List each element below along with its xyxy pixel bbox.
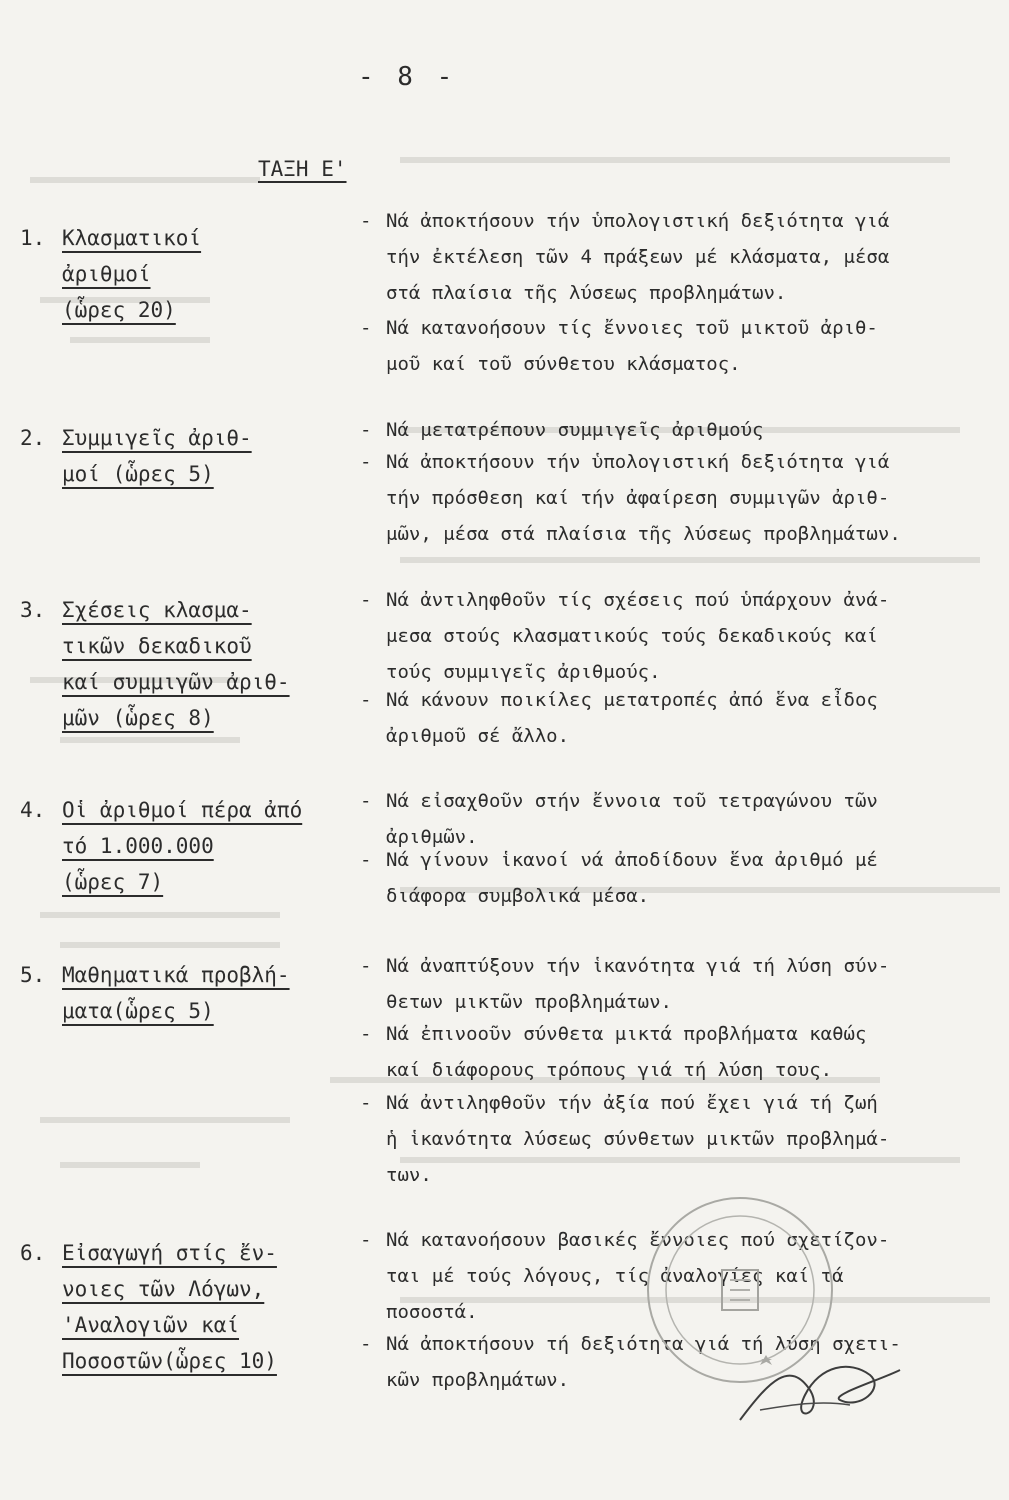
objective-text: Νά ἀντιληφθοῦν τίς σχέσεις πού ὑπάρχουν ἀνά- μεσα στούς κλασματικούς τούς δεκαδικούς καί τούς συμμιγεῖς ἀριθμούς.	[386, 589, 890, 683]
topic-text: Μαθηματικά προβλή- ματα(ὧρες 5)	[62, 963, 290, 1023]
objective-item	[360, 682, 1000, 754]
topic-item	[20, 592, 320, 736]
topic-number: 5.	[20, 963, 46, 987]
objective-text: Νά κάνουν ποικίλες μετατροπές ἀπό ἕνα εἶδος ἀριθμοῦ σέ ἄλλο.	[386, 689, 878, 747]
objective-dash: -	[360, 1092, 372, 1114]
objective-dash: -	[360, 790, 372, 812]
objective-item	[360, 412, 1000, 448]
objective-item	[360, 1085, 1000, 1193]
objective-text: Νά ἀποκτήσουν τή δεξιότητα γιά τή λύση σχετι- κῶν προβλημάτων.	[386, 1333, 901, 1391]
objective-text: Νά μετατρέπουν συμμιγεῖς ἀριθμούς	[386, 419, 764, 441]
topic-number: 3.	[20, 598, 46, 622]
topic-item	[20, 420, 320, 492]
topic-item	[20, 220, 320, 328]
objective-item	[360, 444, 1000, 552]
objective-item	[360, 1016, 1000, 1088]
topic-number: 4.	[20, 798, 46, 822]
objective-dash: -	[360, 589, 372, 611]
topic-item	[20, 792, 320, 900]
objective-dash: -	[360, 210, 372, 232]
objective-item	[360, 842, 1000, 914]
objective-dash: -	[360, 317, 372, 339]
objective-text: Νά ἀναπτύξουν τήν ἱκανότητα γιά τή λύση σύν- θετων μικτῶν προβλημάτων.	[386, 955, 890, 1013]
topic-number: 2.	[20, 426, 46, 450]
objective-dash: -	[360, 1229, 372, 1251]
objective-text: Νά εἰσαχθοῦν στήν ἔννοια τοῦ τετραγώνου τῶν ἀριθμῶν.	[386, 790, 878, 848]
objective-text: Νά ἀποκτήσουν τήν ὑπολογιστική δεξιότητα γιά τήν πρόσθεση καί τήν ἀφαίρεση συμμιγῶν ἀριθ- μῶν, μέσα στά πλαίσια τῆς λύσεως προβλημάτων.	[386, 451, 901, 545]
topic-text: Οἱ ἀριθμοί πέρα ἀπό τό 1.000.000 (ὧρες 7)	[62, 798, 303, 894]
objective-dash: -	[360, 689, 372, 711]
objective-text: Νά γίνουν ἱκανοί νά ἀποδίδουν ἕνα ἀριθμό μέ διάφορα συμβολικά μέσα.	[386, 849, 878, 907]
topic-item	[20, 957, 320, 1029]
topic-text: Εἰσαγωγή στίς ἔν- νοιες τῶν Λόγων, 'Αναλογιῶν καί Ποσοστῶν(ὧρες 10)	[62, 1241, 277, 1373]
objective-text: Νά κατανοήσουν τίς ἔννοιες τοῦ μικτοῦ ἀριθ- μοῦ καί τοῦ σύνθετου κλάσματος.	[386, 317, 878, 375]
objective-dash: -	[360, 955, 372, 977]
objective-text: Νά ἀποκτήσουν τήν ὑπολογιστική δεξιότητα γιά τήν ἐκτέλεση τῶν 4 πράξεων μέ κλάσματα, μέσα στά πλαίσια τῆς λύσεως προβλημάτων.	[386, 210, 890, 304]
topic-item	[20, 1235, 320, 1379]
topic-text: Κλασματικοί ἀριθμοί (ὧρες 20)	[62, 226, 202, 322]
topic-number: 6.	[20, 1241, 46, 1265]
objective-text: Νά ἐπινοοῦν σύνθετα μικτά προβλήματα καθώς καί διάφορους τρόπους γιά τή λύση τους.	[386, 1023, 867, 1081]
objective-item	[360, 582, 1000, 690]
page-number: - 8 -	[358, 62, 457, 92]
objective-item	[360, 310, 1000, 382]
topic-number: 1.	[20, 226, 46, 250]
objective-dash: -	[360, 849, 372, 871]
objective-item	[360, 203, 1000, 311]
topic-text: Σχέσεις κλασμα- τικῶν δεκαδικοῦ καί συμμιγῶν ἀριθ- μῶν (ὧρες 8)	[62, 598, 290, 730]
objective-text: Νά ἀντιληφθοῦν τήν ἀξία πού ἔχει γιά τή ζωή ἡ ἱκανότητα λύσεως σύνθετων μικτῶν προβλημά- των.	[386, 1092, 890, 1186]
objective-dash: -	[360, 1333, 372, 1355]
topic-text: Συμμιγεῖς ἀριθ- μοί (ὧρες 5)	[62, 426, 252, 486]
signature	[730, 1340, 910, 1440]
objective-dash: -	[360, 419, 372, 441]
class-title: ΤΑΞΗ Ε'	[258, 157, 347, 181]
objective-text: Νά κατανοήσουν βασικές ἔννοιες πού σχετίζον- ται μέ τούς λόγους, τίς ἀναλογίες καί τά ποσοστά.	[386, 1229, 890, 1323]
objective-dash: -	[360, 1023, 372, 1045]
objective-dash: -	[360, 451, 372, 473]
objective-item	[360, 948, 1000, 1020]
